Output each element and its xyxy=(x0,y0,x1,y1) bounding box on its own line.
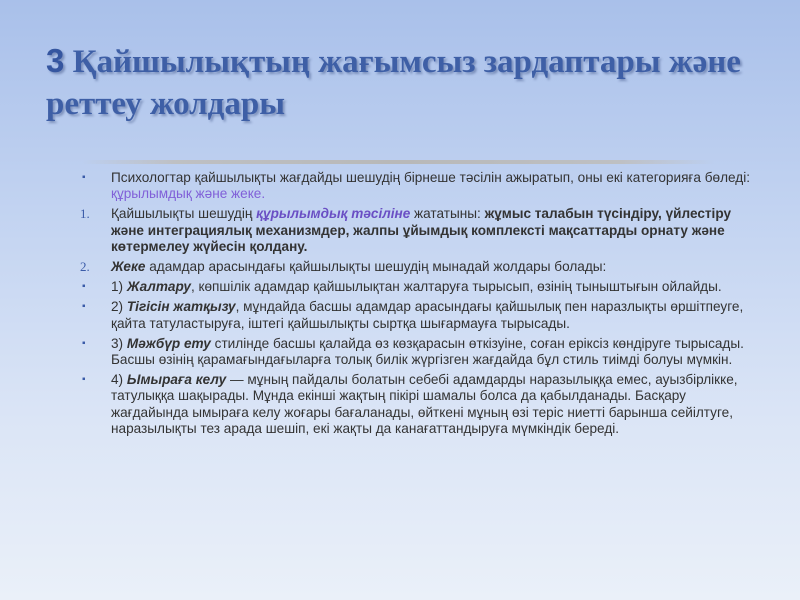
item-bold-word: Жалтару xyxy=(126,279,191,295)
item-bold-word: Жеке xyxy=(111,259,146,275)
item-bold-word: Тігісін жатқызу xyxy=(126,299,236,315)
item-lead: 1) xyxy=(111,279,127,295)
title-number: 3 xyxy=(46,42,65,79)
list-item-personal xyxy=(80,259,760,275)
list-item-smoothing xyxy=(80,299,760,331)
square-bullet-icon: ▪ xyxy=(82,172,86,183)
highlight-text: құрылымдық тәсіліне xyxy=(256,206,411,222)
item-text: Қайшылықты шешудің xyxy=(111,206,257,222)
square-bullet-icon: ▪ xyxy=(82,337,86,349)
list-item-compromise xyxy=(80,372,760,437)
item-text: Психологтар қайшылықты жағдайды шешудің бірнеше тәсілін ажыратып, оны екі категорияға бөледі: xyxy=(111,170,750,185)
square-bullet-icon: ▪ xyxy=(82,301,86,313)
list-item-intro xyxy=(80,170,760,202)
list-number: 2. xyxy=(80,259,90,275)
item-text-mid: жататыны: xyxy=(410,206,485,222)
list-number: 1. xyxy=(80,206,90,222)
title-divider xyxy=(82,160,714,164)
item-bold-word: Мәжбүр ету xyxy=(126,335,211,351)
slide-title xyxy=(46,40,766,125)
item-lead: 3) xyxy=(111,335,127,351)
item-text: стилінде басшы қалайда өз көзқарасын өткізуіне, соған еріксіз көндіруге тырысады. Басшы өзінің қарамағындағыларға толық билік жүргізген жағдайда бұл стиль тиімді болуы мүмкін. xyxy=(111,335,744,368)
item-text: адамдар арасындағы қайшылықты шешудің мынадай жолдары болады: xyxy=(145,259,607,275)
title-text: Қайшылықтың жағымсыз зардаптары және реттеу жолдары xyxy=(46,44,741,122)
item-text: , мұндайда басшы адамдар арасындағы қайшылық пен наразлықты өршітпеуге, қайта татуластыруға, іштегі қайшылықты сыртқа шығармауға тырысады. xyxy=(111,299,744,331)
item-lead: 4) xyxy=(111,372,127,388)
list-item-forcing xyxy=(80,336,760,368)
square-bullet-icon: ▪ xyxy=(82,374,86,386)
list-item-avoidance xyxy=(80,279,760,295)
item-text: , көпшілік адамдар қайшылықтан жалтаруға тырысып, өзінің тыныштығын ойлайды. xyxy=(191,279,722,295)
item-bold-word: Ымыраға келу xyxy=(126,372,227,388)
item-text: — мұның пайдалы болатын себебі адамдарды наразылыққа емес, ауызбірлікке, татулыққа шақырады. Мұнда екінші жақтың пікірі шамалы болса да қабылданады. Басқару жағдайында ымыраға келу жоғары бағаланады, өйткені мұның өзі теріс ниетті барынша сейілтуге, наразылықты тез арада шешіп, екі жақты да канағаттандыруға мүмкіндік береді. xyxy=(111,372,738,436)
list-item-structural xyxy=(80,206,760,255)
highlight-text: құрылымдық және жеке. xyxy=(111,186,266,202)
item-lead: 2) xyxy=(111,299,127,315)
square-bullet-icon: ▪ xyxy=(82,281,86,293)
item-bold-tail: жұмыс талабын түсіндіру, үйлестіру және интеграциялық механизмдер, жалпы ұйымдық комплексті мақсаттарды орнату және көтермелеу жүйесін қолдану. xyxy=(111,206,732,254)
bullet-list xyxy=(80,170,760,441)
